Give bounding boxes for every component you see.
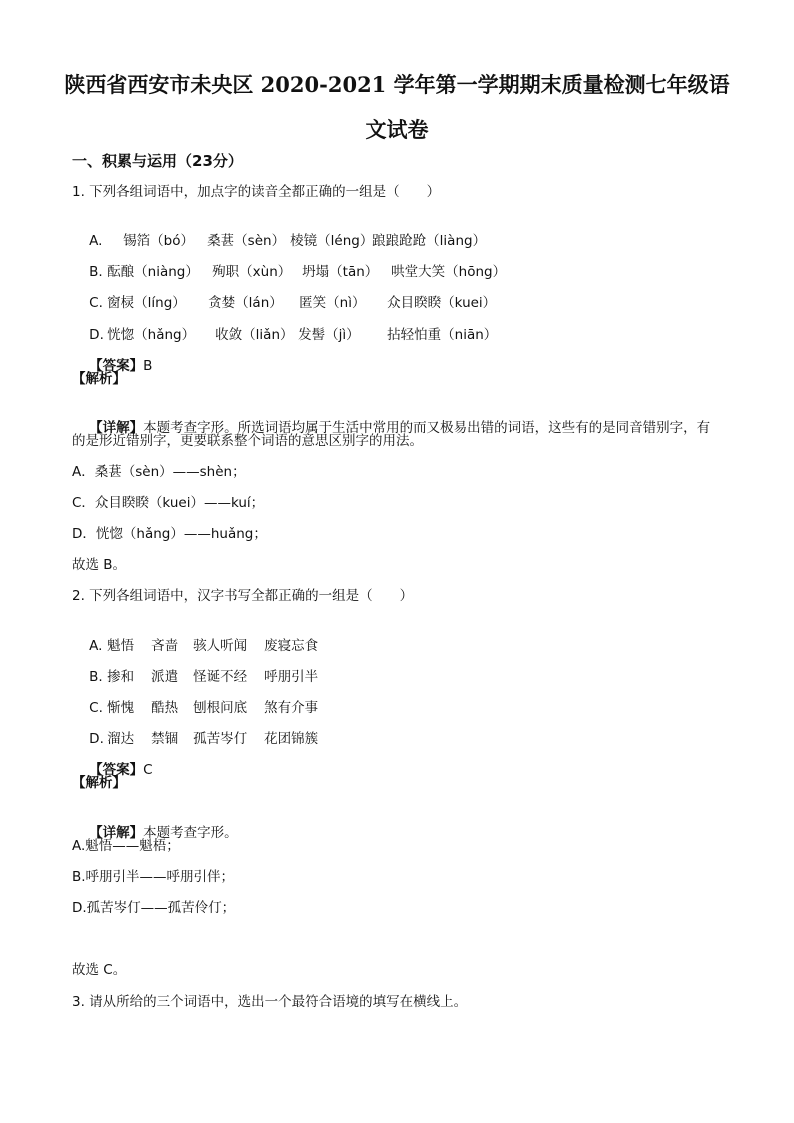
answer-value: B bbox=[143, 358, 153, 374]
option-item: 掺和 bbox=[107, 669, 135, 685]
option-letter: C. bbox=[89, 295, 103, 311]
option-item: 怪诞不经 bbox=[193, 669, 248, 685]
option-item: 窗棂（líng） bbox=[107, 295, 186, 311]
section-heading: 一、积累与运用（23分） bbox=[72, 152, 243, 170]
option-item: 废寝忘食 bbox=[264, 638, 319, 654]
q1-fix-a: A．桑葚（sèn）——shèn； bbox=[72, 464, 246, 480]
option-item: 骇人听闻 bbox=[193, 638, 248, 654]
option-item: 呼朋引半 bbox=[264, 669, 319, 685]
option-item: 贪婪（lán） bbox=[208, 295, 283, 311]
q2-analysis-tag: 【解析】 bbox=[72, 775, 126, 791]
option-item: 发髻（jì） bbox=[298, 327, 360, 343]
q1-fix-d: D．恍惚（hǎng）——huǎng； bbox=[72, 526, 267, 542]
option-item: 花团锦簇 bbox=[264, 731, 319, 747]
q1-analysis-tag: 【解析】 bbox=[72, 371, 126, 387]
option-item: 禁锢 bbox=[151, 731, 179, 747]
q1-detail-line2: 的是形近错别字，更要联系整个词语的意思区别字的用法。 bbox=[72, 433, 423, 449]
detail-text: 本题考查字形。 bbox=[143, 825, 238, 841]
q2-fix-a: A.魁悟——魁梧； bbox=[72, 838, 180, 854]
q2-fix-d: D.孤苦岑仃——孤苦伶仃； bbox=[72, 900, 236, 916]
option-item: 踉踉跄跄（liàng） bbox=[372, 233, 487, 249]
option-item: 哄堂大笑（hōng） bbox=[391, 264, 507, 280]
option-item: 众目睽睽（kuei） bbox=[387, 295, 497, 311]
option-item: 吝啬 bbox=[151, 638, 179, 654]
option-item: 惭愧 bbox=[107, 700, 135, 716]
option-item: 桑葚（sèn） bbox=[207, 233, 286, 249]
answer-tag: 【答案】 bbox=[89, 358, 144, 374]
option-letter: A. bbox=[89, 638, 103, 654]
document-title-line2: 文试卷 bbox=[365, 117, 429, 142]
option-item: 恍惚（hǎng） bbox=[107, 327, 196, 343]
option-item: 酝酿（niàng） bbox=[107, 264, 199, 280]
detail-text: 本题考查字形。所选词语均属于生活中常用的而又极易出错的词语，这些有的是同音错别字，有 bbox=[143, 420, 711, 436]
option-item: 孤苦岑仃 bbox=[193, 731, 248, 747]
option-letter: D. bbox=[89, 327, 104, 343]
option-item: 锡箔（bó） bbox=[123, 233, 195, 249]
option-item: 酷热 bbox=[151, 700, 179, 716]
option-item: 匿笑（nì） bbox=[299, 295, 366, 311]
q3-stem: 3. 请从所给的三个词语中，选出一个最符合语境的填写在横线上。 bbox=[72, 994, 468, 1010]
q1-stem: 1. 下列各组词语中，加点字的读音全都正确的一组是（ ） bbox=[72, 184, 441, 200]
option-item: 魁悟 bbox=[107, 638, 135, 654]
option-item: 煞有介事 bbox=[264, 700, 319, 716]
option-item: 坍塌（tān） bbox=[302, 264, 379, 280]
document-title-line1: 陕西省西安市未央区 2020-2021 学年第一学期期末质量检测七年级语 bbox=[64, 72, 730, 97]
option-item: 收敛（liǎn） bbox=[215, 327, 294, 343]
option-letter: D. bbox=[89, 731, 104, 747]
option-item: 殉职（xùn） bbox=[212, 264, 292, 280]
detail-tag: 【详解】 bbox=[89, 420, 144, 436]
q1-choose: 故选 B。 bbox=[72, 557, 127, 573]
q2-stem: 2. 下列各组词语中，汉字书写全都正确的一组是（ ） bbox=[72, 588, 414, 604]
detail-tag: 【详解】 bbox=[89, 825, 144, 841]
option-letter: B. bbox=[89, 669, 103, 685]
option-item: 刨根问底 bbox=[193, 700, 248, 716]
answer-value: C bbox=[143, 762, 153, 778]
option-item: 溜达 bbox=[107, 731, 135, 747]
option-letter: B. bbox=[89, 264, 103, 280]
option-item: 棱镜（léng） bbox=[290, 233, 374, 249]
q2-choose: 故选 C。 bbox=[72, 962, 127, 978]
option-letter: C. bbox=[89, 700, 103, 716]
option-item: 派遣 bbox=[151, 669, 179, 685]
option-item: 拈轻怕重（niān） bbox=[387, 327, 498, 343]
answer-tag: 【答案】 bbox=[89, 762, 144, 778]
option-letter: A. bbox=[89, 233, 103, 249]
q2-fix-b: B.呼朋引半——呼朋引伴； bbox=[72, 869, 235, 885]
q1-fix-c: C．众目睽睽（kuei）——kuí； bbox=[72, 495, 265, 511]
